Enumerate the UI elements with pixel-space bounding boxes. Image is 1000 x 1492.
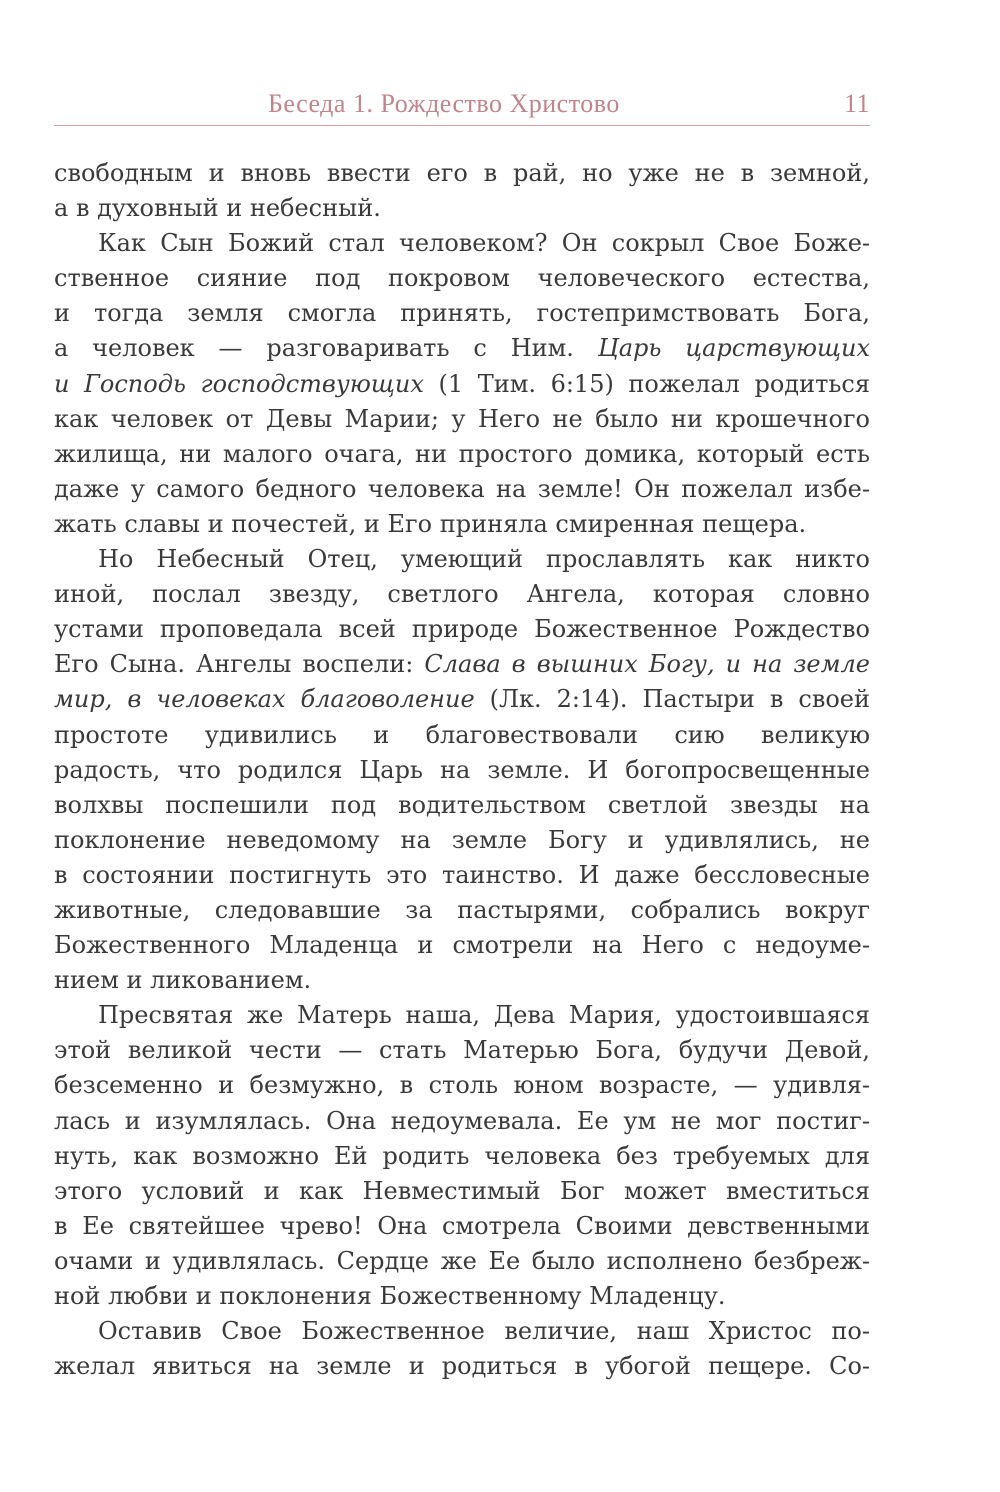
text-run: как человек от Девы Марии; у Него не было ни крошечного (54, 404, 870, 433)
text-run: Божественного Младенца и смотрели на Него с недоуме- (54, 931, 870, 960)
text-run: (1 Тим. 6:15) пожелал родиться (423, 369, 870, 398)
text-run: (Лк. 2:14). Пастыри в своей (474, 685, 870, 714)
text-run: этой великой чести — стать Матерью Бога, будучи Девой, (54, 1036, 870, 1065)
text-line (54, 261, 870, 296)
text-line (54, 1139, 870, 1174)
italic-quote: и Господь господствующих (54, 369, 424, 398)
text-line (54, 437, 870, 472)
text-line (54, 893, 870, 928)
text-run: Оставив Свое Божественное величие, наш Христос по- (98, 1317, 870, 1346)
text-run: даже у самого бедного человека на земле! Он пожелал избе- (54, 474, 870, 503)
text-line (54, 998, 870, 1033)
text-line (54, 788, 870, 823)
text-line (54, 1209, 870, 1244)
text-line (54, 823, 870, 858)
text-line (54, 753, 870, 788)
text-run: радость, что родился Царь на земле. И богопросвещенные (54, 755, 870, 784)
text-run: иной, послал звезду, светлого Ангела, которая словно (54, 580, 870, 609)
text-line (54, 472, 870, 507)
text-run: Его Сына. Ангелы воспели: (54, 650, 425, 679)
text-line (54, 507, 870, 542)
text-line (54, 1033, 870, 1068)
text-run: свободным и вновь ввести его в рай, но уже не в земной, (54, 159, 870, 187)
text-line (54, 647, 870, 682)
italic-quote: Царь царствующих (597, 334, 870, 363)
text-line (54, 402, 870, 437)
text-line (54, 331, 870, 366)
text-line (54, 682, 870, 717)
text-line (54, 1174, 870, 1209)
text-run: Пресвятая же Матерь наша, Дева Мария, удостоившаяся (98, 1001, 870, 1030)
text-run: животные, следовавшие за пастырями, собрались вокруг (54, 895, 870, 924)
text-line (54, 191, 870, 226)
text-line (54, 1279, 870, 1314)
text-line (54, 1314, 870, 1349)
text-run: нуть, как возможно Ей родить человека без требуемых для (54, 1141, 870, 1170)
text-run: а в духовный и небесный. (54, 194, 381, 223)
text-run: нием и ликованием. (54, 966, 312, 995)
text-line (54, 858, 870, 893)
text-line (54, 1104, 870, 1139)
text-line (54, 367, 870, 402)
text-run: поклонение неведомому на земле Богу и удивлялись, не (54, 825, 870, 854)
text-line (54, 577, 870, 612)
text-run: желал явиться на земле и родиться в убогой пещере. Со- (54, 1352, 870, 1381)
text-line (54, 542, 870, 577)
running-header (54, 84, 870, 124)
text-run: и тогда земля смогла принять, гостепримствовать Бога, (54, 299, 870, 328)
text-run: ственное сияние под покровом человеческого естества, (54, 264, 870, 293)
text-run: Как Сын Божий стал человеком? Он сокрыл Свое Боже- (98, 229, 870, 258)
text-run: устами проповедала всей природе Божественное Рождество (54, 615, 870, 644)
text-line (54, 718, 870, 753)
text-line (54, 928, 870, 963)
text-run: в состоянии постигнуть это таинство. И даже бессловесные (54, 860, 870, 889)
text-line (54, 226, 870, 261)
header-rule (54, 125, 870, 126)
text-run: ной любви и поклонения Божественному Младенцу. (54, 1282, 726, 1310)
chapter-title: Беседа 1. Рождество Христово (268, 89, 620, 118)
page-number: 11 (843, 89, 870, 118)
text-run: в Ее святейшее чрево! Она смотрела Своими девственными (54, 1211, 870, 1240)
italic-quote: мир, в человеках благоволение (54, 685, 475, 714)
text-line (54, 1349, 870, 1384)
text-run: а человек — разговаривать с Ним. (54, 334, 598, 363)
text-run: очами и удивлялась. Сердце же Ее было исполнено безбреж- (54, 1246, 870, 1275)
text-line (54, 296, 870, 331)
text-line (54, 1244, 870, 1279)
italic-quote: Слава в вышних Богу, и на земле (424, 650, 870, 679)
text-run: этого условий и как Невместимый Бог может вместиться (54, 1176, 870, 1205)
text-run: безсеменно и безмужно, в столь юном возрасте, — удивля- (54, 1071, 870, 1100)
text-run: простоте удивились и благовествовали сию великую (54, 720, 870, 749)
text-line (54, 963, 870, 998)
text-line (54, 612, 870, 647)
text-run: лась и изумлялась. Она недоумевала. Ее ум не мог постиг- (54, 1106, 870, 1135)
text-run: волхвы поспешили под водительством светлой звезды на (54, 790, 870, 819)
text-run: жать славы и почестей, и Его приняла смиренная пещера. (54, 509, 807, 538)
text-line (54, 1068, 870, 1103)
body-text (54, 156, 870, 1384)
text-line (54, 156, 870, 191)
text-run: Но Небесный Отец, умеющий прославлять как никто (98, 545, 870, 574)
book-page (54, 84, 870, 1381)
text-run: жилища, ни малого очага, ни простого домика, который есть (54, 439, 870, 468)
